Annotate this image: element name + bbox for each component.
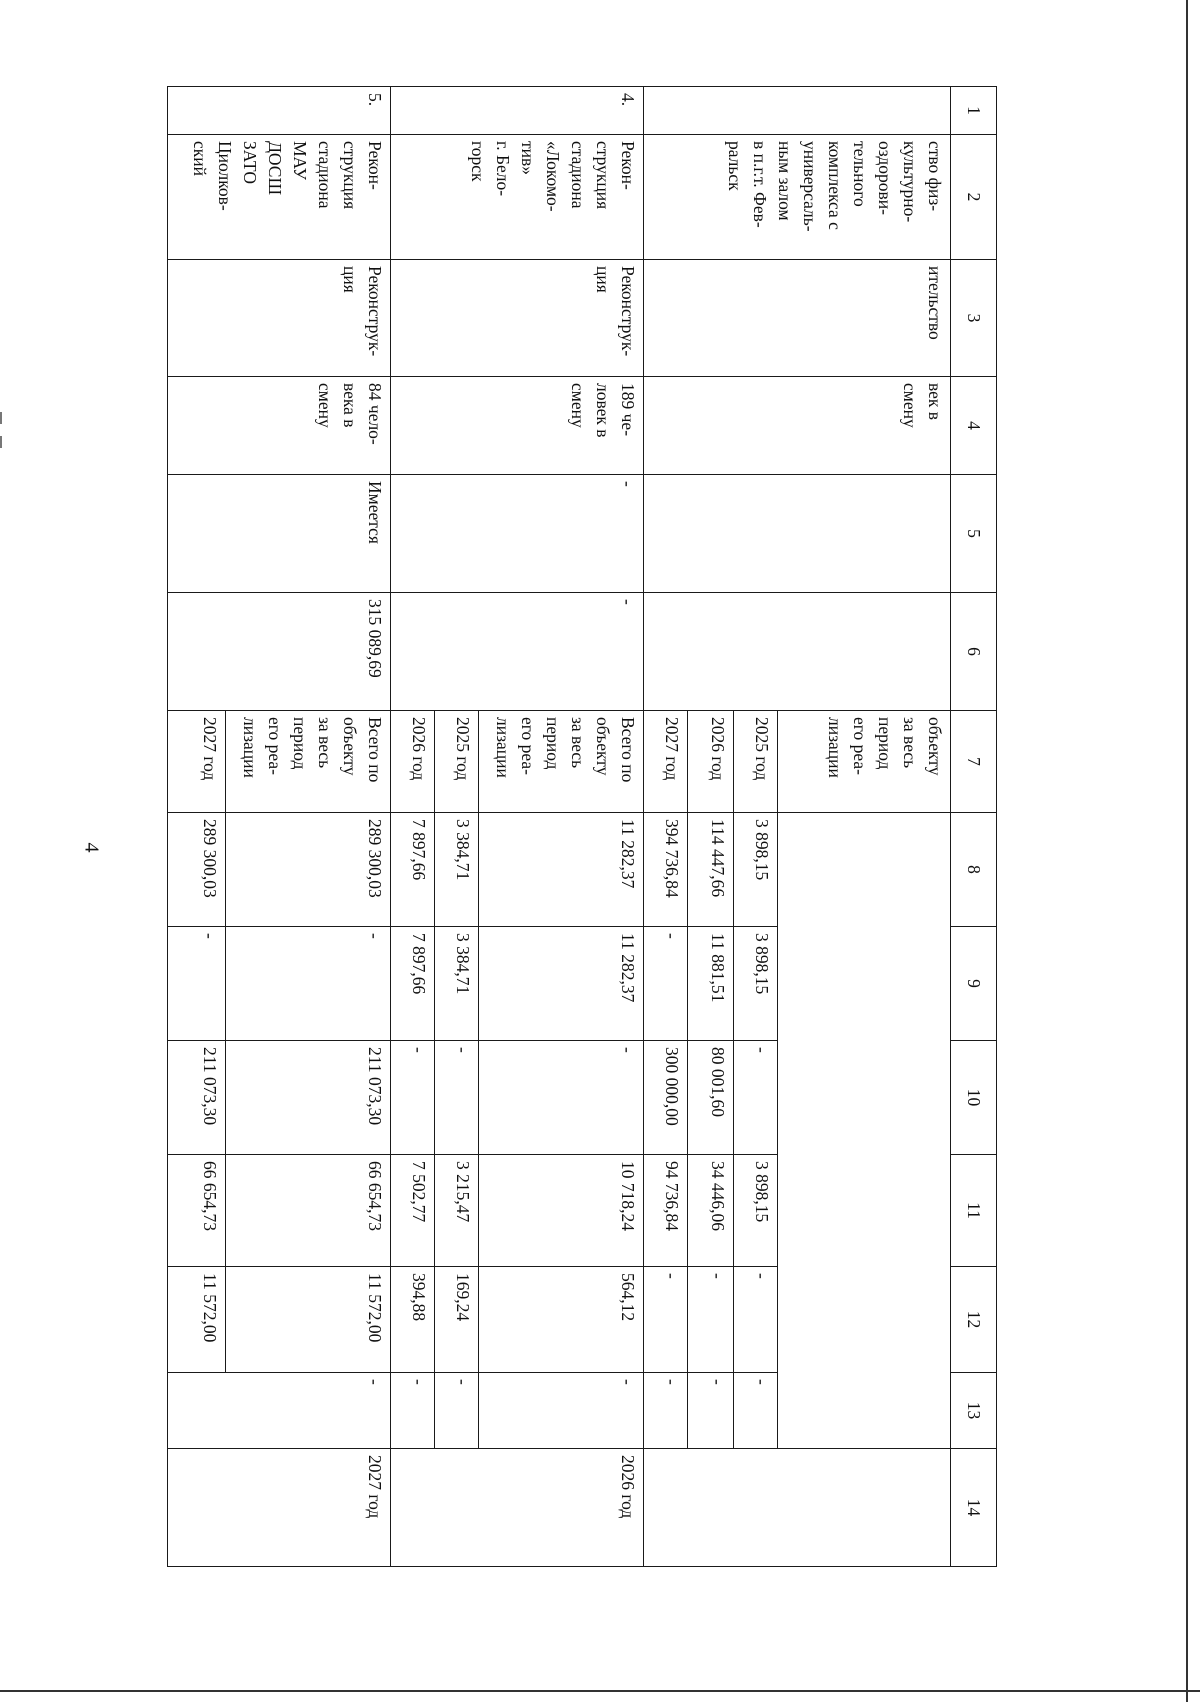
period-cell: Всего по объекту за весь период его реа- лизации: [479, 711, 644, 813]
period-cell: объекту за весь период его реа- лизации: [778, 711, 951, 813]
value-cell: 3 384,71: [435, 813, 479, 927]
value-cell: 394,88: [390, 1267, 434, 1373]
estimate-cost-cell: 315 089,69: [168, 593, 391, 711]
header-cell: 5: [950, 475, 996, 593]
value-cell: -: [643, 1267, 687, 1373]
value-cell: 7 502,77: [390, 1155, 434, 1267]
financing-table: [167, 86, 997, 1567]
period-cell: Всего по объекту за весь период его реа- лизации: [226, 711, 391, 813]
value-cell: -: [687, 1267, 733, 1373]
value-cell: 394 736,84: [643, 813, 687, 927]
page-number: 4: [80, 842, 103, 853]
value-cell: 94 736,84: [643, 1155, 687, 1267]
header-cell: 4: [950, 377, 996, 475]
value-cell: -: [687, 1373, 733, 1449]
value-cell: -: [168, 927, 226, 1041]
value-cell: 34 446,06: [687, 1155, 733, 1267]
table-row: [778, 87, 951, 1567]
work-type-cell: ительство: [643, 260, 950, 377]
value-cell: 289 300,03: [226, 813, 391, 927]
header-cell: 13: [950, 1373, 996, 1449]
scan-mark: [0, 436, 2, 448]
header-cell: 3: [950, 260, 996, 377]
value-cell: 211 073,30: [168, 1041, 226, 1155]
value-cell: 11 282,37: [479, 813, 644, 927]
value-cell: 11 572,00: [226, 1267, 391, 1373]
table-row: [226, 87, 391, 1567]
design-doc-cell: Имеется: [168, 475, 391, 593]
scan-edge-bottom: [0, 1690, 1200, 1692]
estimate-cost-cell: [643, 593, 950, 711]
value-cell: 3 384,71: [435, 927, 479, 1041]
object-name-cell: Рекон- струкция стадиона МАУ ДОСШ ЗАТО Циолков- ский: [168, 135, 391, 260]
value-cell: 66 654,73: [226, 1155, 391, 1267]
scan-mark: [0, 412, 2, 424]
header-cell: 6: [950, 593, 996, 711]
header-cell: 1: [950, 87, 996, 135]
value-cell: 11 881,51: [687, 927, 733, 1041]
header-cell: 2: [950, 135, 996, 260]
value-cell: -: [643, 1373, 687, 1449]
values-cell: [778, 813, 951, 1449]
capacity-cell: 84 чело- века в смену: [168, 377, 391, 475]
header-cell: 10: [950, 1041, 996, 1155]
value-cell: 300 000,00: [643, 1041, 687, 1155]
value-cell: 211 073,30: [226, 1041, 391, 1155]
value-cell: -: [390, 1373, 434, 1449]
period-cell: 2026 год: [390, 711, 434, 813]
design-doc-cell: -: [390, 475, 643, 593]
capacity-cell: век в смену: [643, 377, 950, 475]
value-cell: 114 447,66: [687, 813, 733, 927]
header-row: [950, 87, 996, 1567]
rotated-table-container: [167, 86, 997, 1566]
object-name-cell: ство физ- культурно- оздорови- тельного комплекса с универсаль- ным залом в п.г.т. Фев- ральск: [643, 135, 950, 260]
work-type-cell: Реконструк- ция: [168, 260, 391, 377]
value-cell: 564,12: [479, 1267, 644, 1373]
object-name-cell: Рекон- струкция стадиона «Локомо- тив» г. Бело- горск: [390, 135, 643, 260]
period-cell: 2025 год: [435, 711, 479, 813]
value-cell: 11 572,00: [168, 1267, 226, 1373]
value-cell: 169,24: [435, 1267, 479, 1373]
value-cell: -: [479, 1041, 644, 1155]
value-cell: 289 300,03: [168, 813, 226, 927]
value-cell: -: [734, 1267, 778, 1373]
value-cell: -: [479, 1373, 644, 1449]
header-cell: 11: [950, 1155, 996, 1267]
value-cell: -: [734, 1373, 778, 1449]
header-cell: 9: [950, 927, 996, 1041]
value-cell: -: [390, 1041, 434, 1155]
row-number-cell: 4.: [390, 87, 643, 135]
estimate-cost-cell: -: [390, 593, 643, 711]
value-cell: 11 282,37: [479, 927, 644, 1041]
year-cell: [643, 1449, 950, 1567]
header-cell: 14: [950, 1449, 996, 1567]
period-cell: 2027 год: [643, 711, 687, 813]
value-cell: 3 898,15: [734, 813, 778, 927]
row-number-cell: 5.: [168, 87, 391, 135]
value-cell: 7 897,66: [390, 813, 434, 927]
period-cell: 2025 год: [734, 711, 778, 813]
value-cell: -: [435, 1041, 479, 1155]
header-cell: 8: [950, 813, 996, 927]
row-number-cell: [643, 87, 950, 135]
header-cell: 7: [950, 711, 996, 813]
value-cell: -: [643, 927, 687, 1041]
value-cell: -: [226, 927, 391, 1041]
value-cell: 7 897,66: [390, 927, 434, 1041]
header-cell: 12: [950, 1267, 996, 1373]
design-doc-cell: [643, 475, 950, 593]
work-type-cell: Реконструк- ция: [390, 260, 643, 377]
value-cell: 3 215,47: [435, 1155, 479, 1267]
value-cell: 3 898,15: [734, 927, 778, 1041]
value-cell: 3 898,15: [734, 1155, 778, 1267]
table-row: [479, 87, 644, 1567]
year-cell: 2026 год: [390, 1449, 643, 1567]
value-cell: -: [435, 1373, 479, 1449]
period-cell: 2026 год: [687, 711, 733, 813]
value-cell: -: [168, 1373, 391, 1449]
value-cell: -: [734, 1041, 778, 1155]
value-cell: 80 001,60: [687, 1041, 733, 1155]
scan-edge-right: [1186, 0, 1188, 1702]
period-cell: 2027 год: [168, 711, 226, 813]
value-cell: 10 718,24: [479, 1155, 644, 1267]
value-cell: 66 654,73: [168, 1155, 226, 1267]
year-cell: 2027 год: [168, 1449, 391, 1567]
capacity-cell: 189 че- ловек в смену: [390, 377, 643, 475]
